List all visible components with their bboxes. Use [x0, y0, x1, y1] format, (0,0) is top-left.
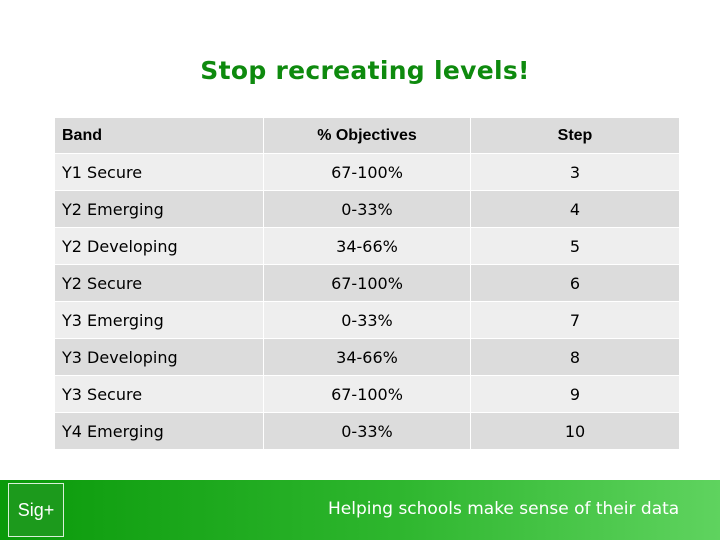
- band-cell: Y3 Developing: [55, 339, 264, 376]
- objectives-cell: 0-33%: [264, 413, 471, 450]
- objectives-cell: 67-100%: [264, 376, 471, 413]
- band-cell: Y2 Secure: [55, 265, 264, 302]
- footer-tagline: Helping schools make sense of their data: [328, 499, 680, 519]
- objectives-cell: 34-66%: [264, 228, 471, 265]
- table-row: [55, 228, 680, 265]
- objectives-cell: 67-100%: [264, 154, 471, 191]
- objectives-cell: 67-100%: [264, 265, 471, 302]
- logo-text: Sig+: [17, 499, 55, 520]
- step-cell: 5: [471, 228, 680, 265]
- table-header-row: [55, 118, 680, 154]
- step-cell: 8: [471, 339, 680, 376]
- band-cell: Y2 Developing: [55, 228, 264, 265]
- step-cell: 6: [471, 265, 680, 302]
- table-row: [55, 413, 680, 450]
- table-row: [55, 302, 680, 339]
- table-row: [55, 339, 680, 376]
- step-cell: 7: [471, 302, 680, 339]
- objectives-cell: 0-33%: [264, 191, 471, 228]
- band-cell: Y3 Emerging: [55, 302, 264, 339]
- step-cell: 9: [471, 376, 680, 413]
- table-row: [55, 154, 680, 191]
- band-cell: Y2 Emerging: [55, 191, 264, 228]
- table-row: [55, 265, 680, 302]
- header-band: Band: [55, 118, 264, 154]
- slide-title: Stop recreating levels!: [200, 56, 530, 85]
- step-cell: 3: [471, 154, 680, 191]
- objectives-cell: 0-33%: [264, 302, 471, 339]
- levels-table: [54, 117, 680, 450]
- band-cell: Y4 Emerging: [55, 413, 264, 450]
- objectives-cell: 34-66%: [264, 339, 471, 376]
- step-cell: 10: [471, 413, 680, 450]
- table-row: [55, 191, 680, 228]
- sig-plus-logo: [8, 483, 64, 537]
- header-step: Step: [471, 118, 680, 154]
- header-objectives: % Objectives: [264, 118, 471, 154]
- band-cell: Y3 Secure: [55, 376, 264, 413]
- step-cell: 4: [471, 191, 680, 228]
- band-cell: Y1 Secure: [55, 154, 264, 191]
- table-row: [55, 376, 680, 413]
